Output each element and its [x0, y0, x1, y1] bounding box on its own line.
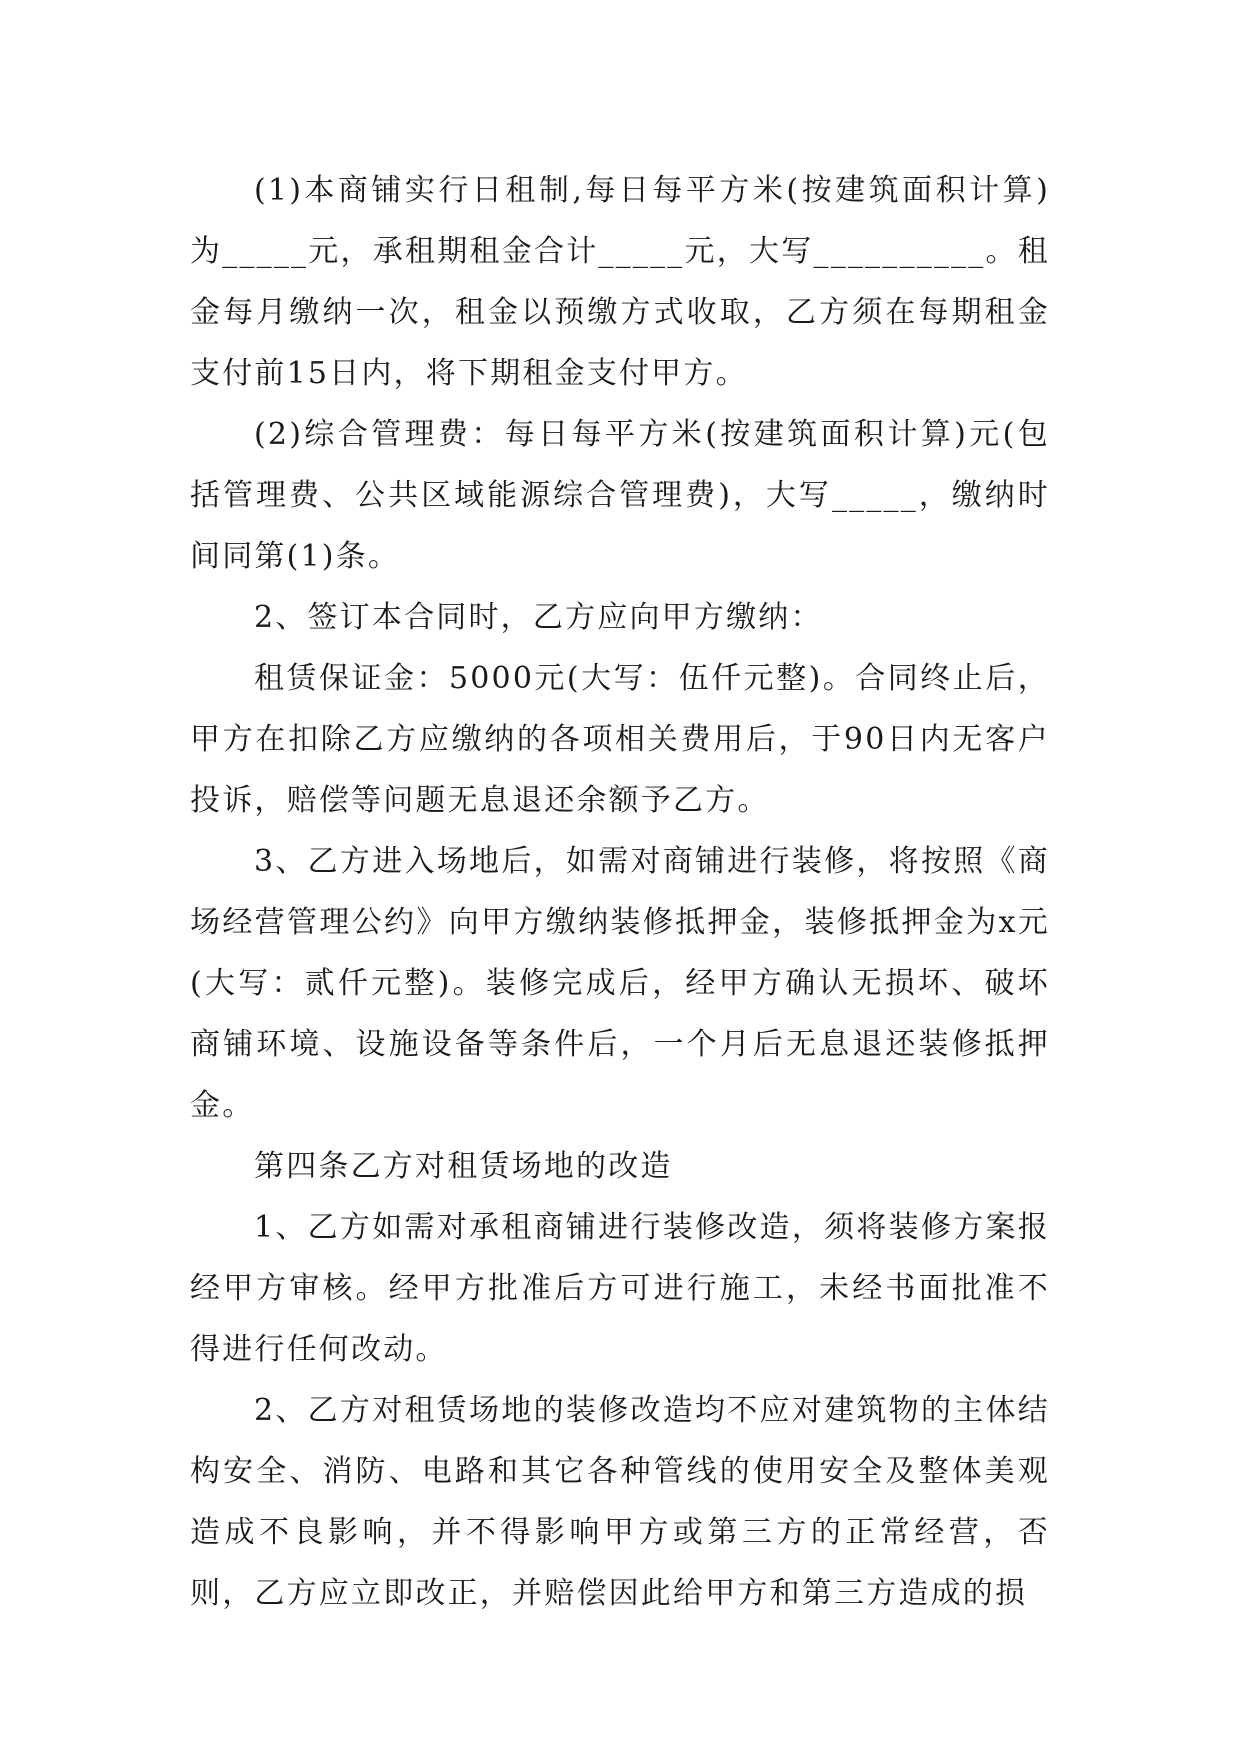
document-body — [190, 160, 1050, 1624]
paragraph-renovation-approval: 1、乙方如需对承租商铺进行装修改造，须将装修方案报经甲方审核。经甲方批准后方可进行施工，未经书面批准不得进行任何改动。 — [190, 1210, 1050, 1367]
paragraph-renovation-safety: 2、乙方对租赁场地的装修改造均不应对建筑物的主体结构安全、消防、电路和其它各种管线的使用安全及整体美观造成不良影响，并不得影响甲方或第三方的正常经营，否则，乙方应立即改正，并赔偿因此给甲方和第三方造成的损 — [190, 1393, 1050, 1611]
paragraph-management-fee: (2)综合管理费：每日每平方米(按建筑面积计算)元(包括管理费、公共区域能源综合管理费)，大写_____，缴纳时间同第(1)条。 — [190, 417, 1050, 574]
paragraph-security-deposit: 租赁保证金：5000元(大写：伍仟元整)。合同终止后，甲方在扣除乙方应缴纳的各项相关费用后，于90日内无客户投诉，赔偿等问题无息退还余额予乙方。 — [190, 661, 1050, 818]
paragraph-rent-daily: (1)本商铺实行日租制,每日每平方米(按建筑面积计算)为_____元，承租期租金合计_____元，大写__________。租金每月缴纳一次，租金以预缴方式收取，乙方须在每期租金支付前15日内，将下期租金支付甲方。 — [190, 173, 1050, 391]
paragraph-renovation-deposit: 3、乙方进入场地后，如需对商铺进行装修，将按照《商场经营管理公约》向甲方缴纳装修抵押金，装修抵押金为x元(大写：贰仟元整)。装修完成后，经甲方确认无损坏、破坏商铺环境、设施设备等条件后，一个月后无息退还装修抵押金。 — [190, 844, 1050, 1123]
section-heading-article-four: 第四条乙方对租赁场地的改造 — [254, 1149, 673, 1184]
paragraph-signing-payment: 2、签订本合同时，乙方应向甲方缴纳： — [254, 600, 823, 635]
